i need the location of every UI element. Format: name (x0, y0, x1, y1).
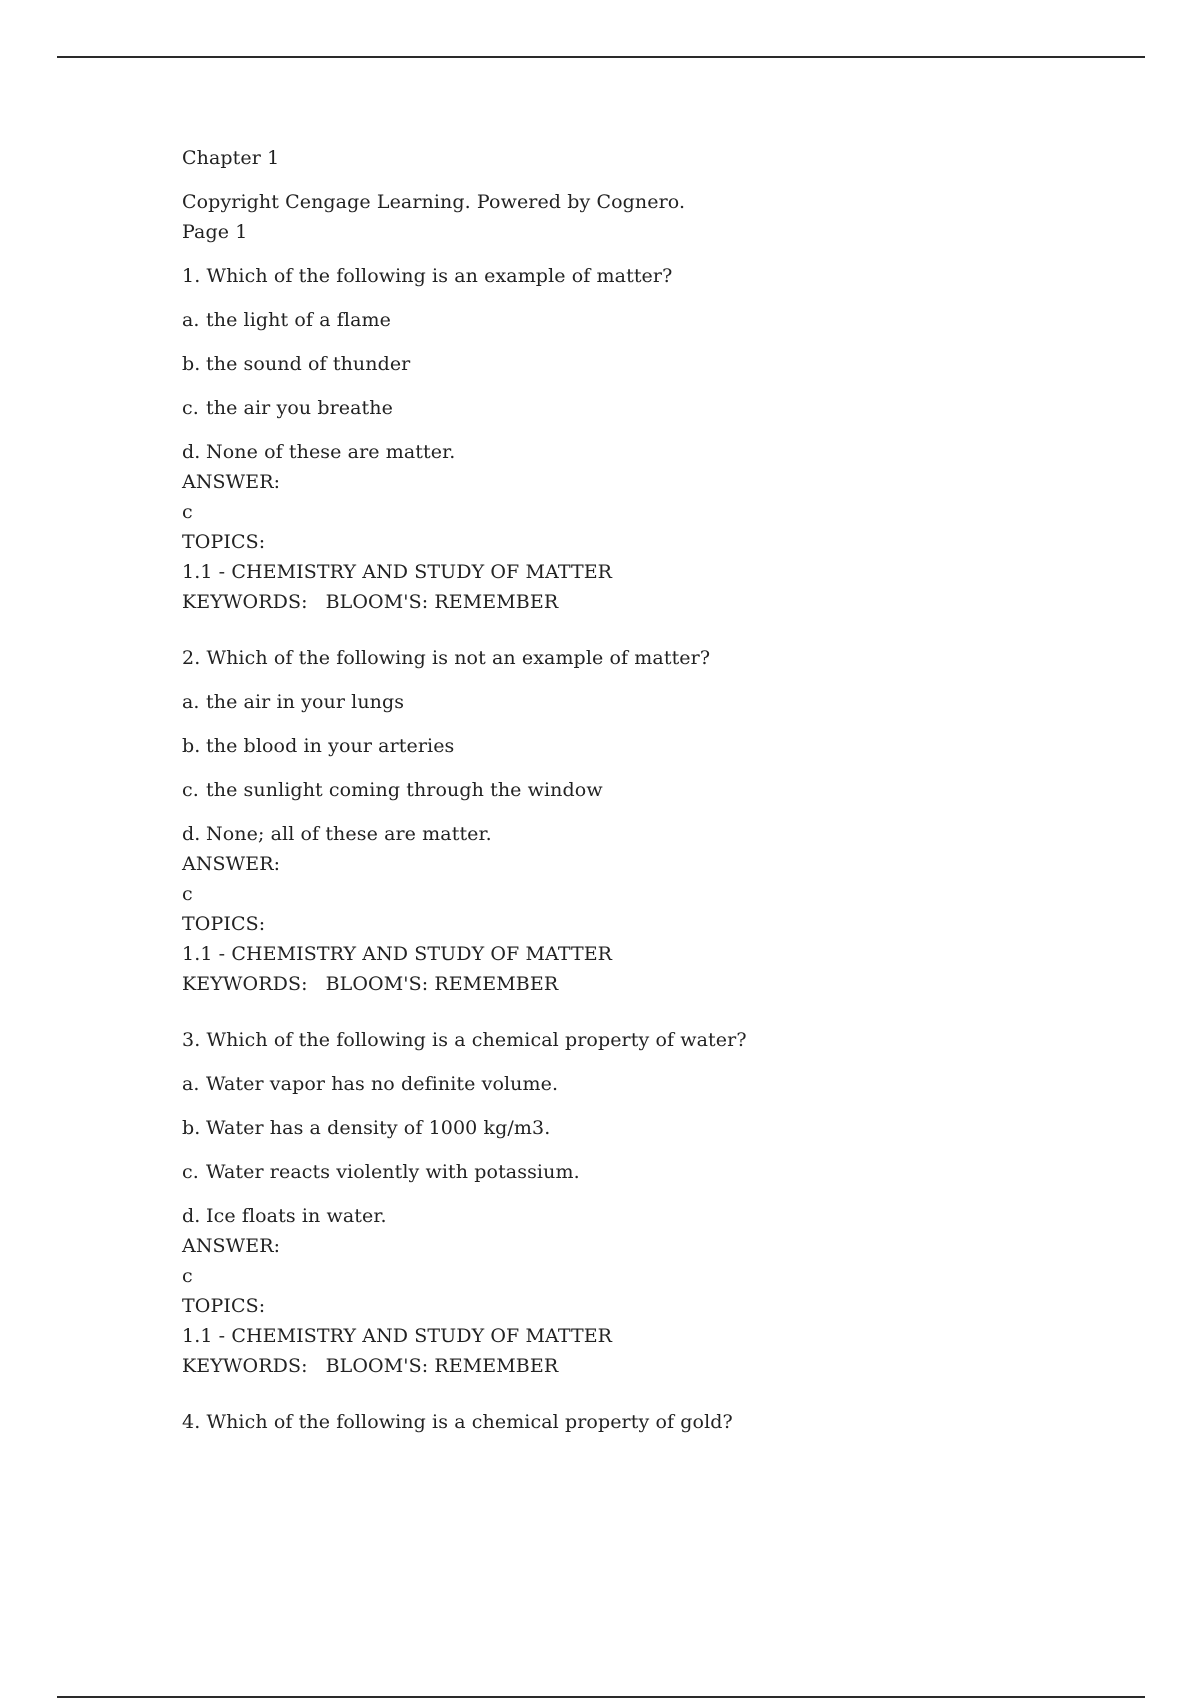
option-letter: a. (182, 691, 200, 713)
option-text: Water vapor has no definite volume. (206, 1073, 559, 1095)
topic-value: 1.1 - CHEMISTRY AND STUDY OF MATTER (182, 943, 613, 965)
option-letter: b. (182, 353, 201, 375)
option-text: the air in your lungs (206, 691, 405, 713)
keywords-value: BLOOM'S: REMEMBER (325, 591, 559, 613)
option-text: the blood in your arteries (206, 735, 455, 757)
answer-label: ANSWER: (182, 471, 281, 493)
keywords-label: KEYWORDS: (182, 591, 308, 613)
keywords-label: KEYWORDS: (182, 973, 308, 995)
option-letter: d. (182, 1205, 201, 1227)
topic-value: 1.1 - CHEMISTRY AND STUDY OF MATTER (182, 561, 613, 583)
question-text: 2. Which of the following is not an example of matter? (182, 647, 711, 669)
question-4 (182, 1407, 1082, 1437)
option-c (182, 775, 1082, 805)
keywords-label: KEYWORDS: (182, 1355, 308, 1377)
option-text: the sound of thunder (206, 353, 411, 375)
option-letter: b. (182, 735, 201, 757)
question-2 (182, 643, 1082, 999)
option-c (182, 393, 1082, 423)
topic-value: 1.1 - CHEMISTRY AND STUDY OF MATTER (182, 1325, 613, 1347)
top-rule (57, 56, 1145, 58)
option-letter: a. (182, 1073, 200, 1095)
option-letter: d. (182, 441, 201, 463)
option-letter: d. (182, 823, 201, 845)
chapter-title: Chapter 1 (182, 147, 280, 169)
option-a (182, 1069, 1082, 1099)
keywords-value: BLOOM'S: REMEMBER (325, 973, 559, 995)
option-letter: b. (182, 1117, 201, 1139)
topics-label: TOPICS: (182, 1295, 266, 1317)
question-text: 1. Which of the following is an example of matter? (182, 265, 673, 287)
option-b (182, 349, 1082, 379)
option-text: Ice floats in water. (206, 1205, 387, 1227)
option-c (182, 1157, 1082, 1187)
keywords-value: BLOOM'S: REMEMBER (325, 1355, 559, 1377)
option-d (182, 819, 1082, 849)
answer-value: c (182, 501, 193, 523)
option-text: None; all of these are matter. (206, 823, 492, 845)
bottom-rule (57, 1696, 1145, 1698)
option-text: None of these are matter. (206, 441, 456, 463)
copyright-line: Copyright Cengage Learning. Powered by Cognero. (182, 191, 686, 213)
topics-label: TOPICS: (182, 531, 266, 553)
option-text: the air you breathe (206, 397, 393, 419)
keywords-line (182, 587, 1082, 617)
page-number: Page 1 (182, 221, 248, 243)
option-a (182, 687, 1082, 717)
option-letter: c. (182, 397, 199, 419)
question-3 (182, 1025, 1082, 1381)
option-text: Water reacts violently with potassium. (206, 1161, 580, 1183)
question-text: 3. Which of the following is a chemical property of water? (182, 1029, 747, 1051)
keywords-line (182, 969, 1082, 999)
option-letter: a. (182, 309, 200, 331)
option-b (182, 1113, 1082, 1143)
option-d (182, 437, 1082, 467)
topics-label: TOPICS: (182, 913, 266, 935)
option-text: the light of a flame (206, 309, 391, 331)
answer-value: c (182, 1265, 193, 1287)
question-text: 4. Which of the following is a chemical property of gold? (182, 1411, 733, 1433)
answer-label: ANSWER: (182, 1235, 281, 1257)
option-letter: c. (182, 779, 199, 801)
option-text: Water has a density of 1000 kg/m3. (206, 1117, 551, 1139)
question-1 (182, 261, 1082, 617)
option-text: the sunlight coming through the window (206, 779, 603, 801)
option-d (182, 1201, 1082, 1231)
keywords-line (182, 1351, 1082, 1381)
document-body (182, 143, 1082, 1463)
answer-value: c (182, 883, 193, 905)
answer-label: ANSWER: (182, 853, 281, 875)
copyright-block (182, 187, 1082, 247)
option-b (182, 731, 1082, 761)
option-letter: c. (182, 1161, 199, 1183)
option-a (182, 305, 1082, 335)
